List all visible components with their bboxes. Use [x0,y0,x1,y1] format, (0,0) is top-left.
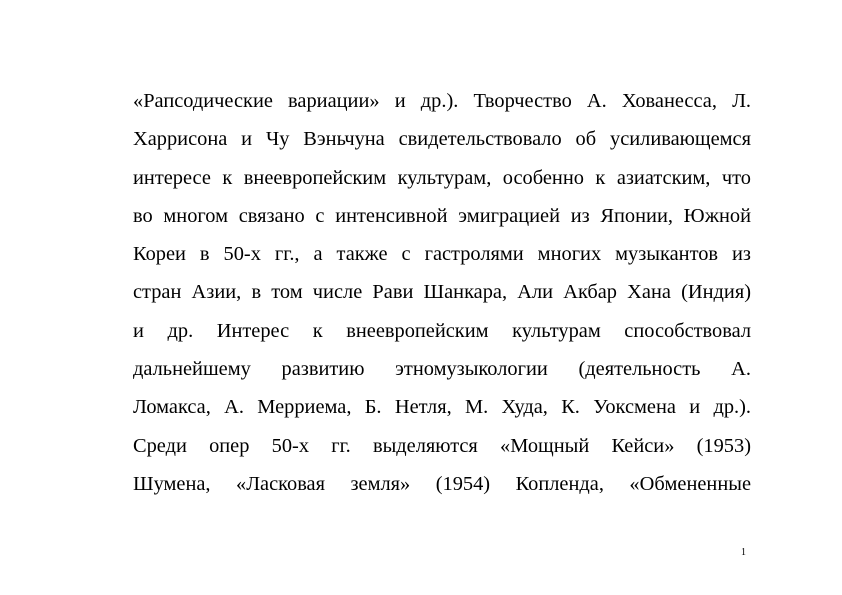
text-line: интересе к внеевропейским культурам, особенно к азиатским, что [133,166,751,189]
text-line: Среди опер 50-х гг. выделяются «Мощный Кейси» (1953) [133,434,751,457]
text-line: Шумена, «Ласковая земля» (1954) Копленда, «Обмененные [133,472,751,495]
text-line: «Рапсодические вариации» и др.). Творчество А. Хованесса, Л. [133,90,751,112]
text-line: Ломакса, А. Мерриема, Б. Нетля, М. Худа, К. Уоксмена и др.). [133,396,751,419]
text-line: стран Азии, в том числе Рави Шанкара, Али Акбар Хана (Индия) [133,281,751,304]
text-line: дальнейшему развитию этномузыкологии (деятельность А. [133,358,751,381]
text-line: Кореи в 50-х гг., а также с гастролями многих музыкантов из [133,243,751,266]
text-line: Харрисона и Чу Вэньчуна свидетельствовало об усиливающемся [133,128,751,151]
page-number: 1 [741,547,746,558]
text-line: и др. Интерес к внеевропейским культурам способствовал [133,319,751,342]
body-text [133,88,751,509]
text-line: во многом связано с интенсивной эмиграцией из Японии, Южной [133,204,751,227]
